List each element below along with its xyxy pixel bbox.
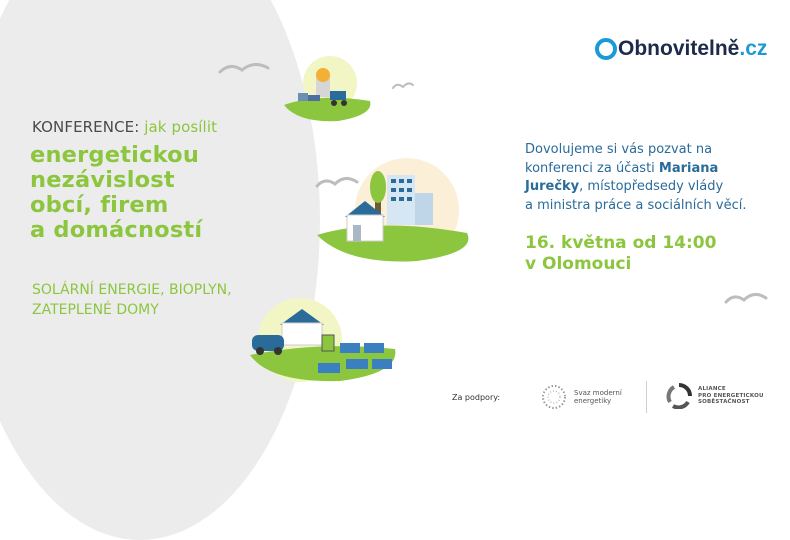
subline-line: ZATEPLENÉ DOMY xyxy=(32,302,159,318)
invite-line-3-text: , místopředsedy vlády xyxy=(579,179,724,194)
solar-ev-illustration xyxy=(250,285,400,385)
houses-illustration xyxy=(317,155,477,267)
conference-headline xyxy=(30,143,202,243)
dotted-circle-icon xyxy=(540,383,568,411)
event-date: 16. května od 14:00 xyxy=(525,233,717,253)
partner2-line: PRO ENERGETICKOU xyxy=(698,392,764,399)
partner2-line: ALIANCE xyxy=(698,386,726,393)
partner1-line: Svaz moderní xyxy=(574,389,622,397)
obnovitelne-logo[interactable] xyxy=(595,37,767,61)
kicker-accent: jak posílit xyxy=(144,118,218,136)
partner1-line: energetiky xyxy=(574,397,612,405)
invitation-text xyxy=(525,141,775,215)
event-place: v Olomouci xyxy=(525,254,632,274)
footer-divider xyxy=(646,381,647,413)
invite-line-2-text: konferenci za účasti xyxy=(525,160,659,176)
headline-line: a domácností xyxy=(30,217,203,243)
conference-subline xyxy=(32,280,232,320)
invite-line-3 xyxy=(525,178,775,197)
background-circle xyxy=(0,0,320,540)
headline-line: nezávislost xyxy=(30,167,175,193)
event-date-place xyxy=(525,233,716,275)
biogas-farm-illustration xyxy=(278,53,378,125)
logo-name: Obnovitelně xyxy=(618,37,740,60)
support-label: Za podpory: xyxy=(452,393,501,402)
ring-segments-icon xyxy=(666,383,692,409)
bird-icon xyxy=(218,60,270,74)
kicker-prefix: KONFERENCE: xyxy=(32,118,140,136)
invite-line-4: a ministra práce a sociálních věcí. xyxy=(525,197,747,213)
invite-name-first: Mariana xyxy=(658,160,719,176)
partner-aliance-logo[interactable] xyxy=(666,383,764,409)
subline-line: SOLÁRNÍ ENERGIE, BIOPLYN, xyxy=(32,282,232,298)
invite-line-2 xyxy=(525,160,775,179)
bird-icon xyxy=(391,80,415,90)
headline-line: obcí, firem xyxy=(30,192,169,218)
logo-o-icon xyxy=(595,38,617,60)
invite-line-1: Dovolujeme si vás pozvat na xyxy=(525,142,713,157)
partner2-line: SOBĚSTAČNOST xyxy=(698,399,750,406)
bird-icon xyxy=(724,290,768,304)
conference-kicker xyxy=(32,118,217,136)
headline-line: energetickou xyxy=(30,142,200,168)
partner-svaz-logo[interactable] xyxy=(540,383,622,411)
invite-name-last: Jurečky xyxy=(525,179,580,194)
logo-tld: .cz xyxy=(739,37,768,60)
